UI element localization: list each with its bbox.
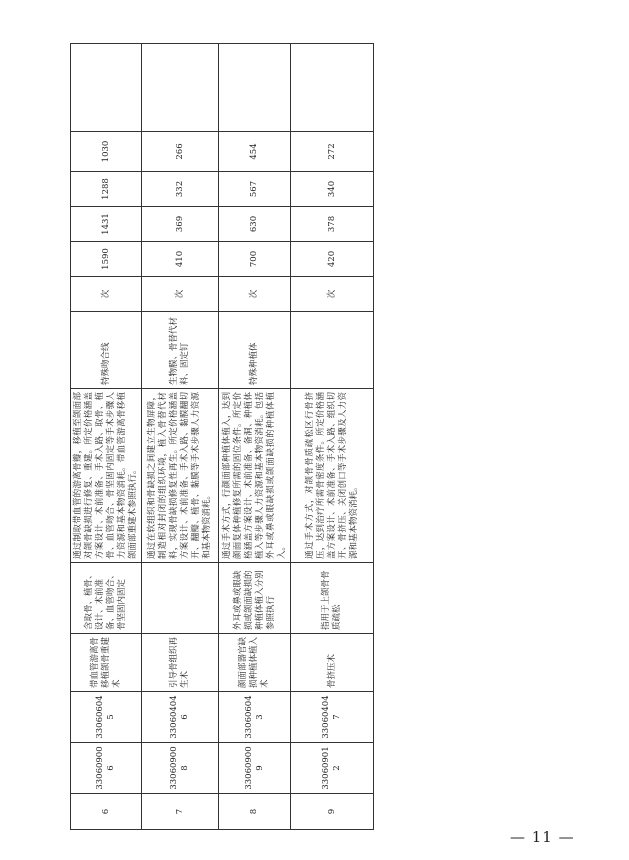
col-price-1: 700 <box>219 242 291 277</box>
col-excluded <box>291 312 374 389</box>
col-excluded: 特殊种植体 <box>219 312 291 389</box>
col-item-name: 引导骨组织再生术 <box>142 634 219 692</box>
col-item-name: 骨挤压术 <box>291 634 374 692</box>
col-item-content: 外耳或鼻或眼缺损或颌面缺损的种植体植入分别参照执行 <box>219 563 291 634</box>
col-unit: 次 <box>142 277 219 312</box>
col-price-3: 567 <box>219 172 291 207</box>
col-unit: 次 <box>71 277 142 312</box>
col-code-2: 330604047 <box>291 692 374 743</box>
col-code-1: 330609006 <box>71 743 142 794</box>
col-item-content: 含取骨、植骨、设计、术前准备、血管吻合、骨坚固内固定 <box>71 563 142 634</box>
col-index: 9 <box>291 794 374 830</box>
col-code-1: 330609009 <box>219 743 291 794</box>
col-price-1: 410 <box>142 242 219 277</box>
col-code-2: 330606043 <box>219 692 291 743</box>
col-price-2: 378 <box>291 207 374 242</box>
col-remarks <box>291 44 374 132</box>
col-price-2: 369 <box>142 207 219 242</box>
col-item-name: 颜面部器官缺损种植体植入术 <box>219 634 291 692</box>
col-price-3: 332 <box>142 172 219 207</box>
col-code-2: 330604046 <box>142 692 219 743</box>
col-price-3: 1288 <box>71 172 142 207</box>
col-price-4: 266 <box>142 132 219 172</box>
col-index: 6 <box>71 794 142 830</box>
col-remarks <box>219 44 291 132</box>
col-price-1: 420 <box>291 242 374 277</box>
col-item-content <box>142 563 219 634</box>
col-unit: 次 <box>219 277 291 312</box>
col-remarks <box>71 44 142 132</box>
col-item-name: 带血管游离骨移植颌骨重建术 <box>71 634 142 692</box>
col-index: 8 <box>219 794 291 830</box>
col-index: 7 <box>142 794 219 830</box>
col-item-content: 指用于上颌骨骨质疏松 <box>291 563 374 634</box>
pricing-table <box>70 43 374 830</box>
table-row <box>71 44 142 830</box>
col-remarks <box>142 44 219 132</box>
page-number: — 11 — <box>510 828 575 846</box>
col-price-2: 1431 <box>71 207 142 242</box>
col-description: 通过手术方式，对颌骨骨质疏松区行骨挤压，达到治疗所需骨密度条件。所定价格涵盖方案设计、术前准备、手术入路、组织切开、骨挤压、关闭创口等手术步骤及人力资源和基本物资消耗。 <box>291 389 374 563</box>
col-unit: 次 <box>291 277 374 312</box>
col-code-1: 330609008 <box>142 743 219 794</box>
col-price-3: 340 <box>291 172 374 207</box>
col-price-4: 1030 <box>71 132 142 172</box>
col-excluded: 特殊吻合线 <box>71 312 142 389</box>
col-description: 通过手术方式，行颜面部种植体植入，达到颜面复体种植修复所需的固位条件。所定价格涵盖方案设计、术前准备、备洞、种植体植入等步骤人力资源和基本物资消耗。包括外耳或鼻或眼缺损或颌面缺损的种植体植入。 <box>219 389 291 563</box>
table-row <box>219 44 291 830</box>
col-code-2: 330606045 <box>71 692 142 743</box>
col-description: 通过制取带血管的游离骨瓣，移植至颌面部对颌骨缺损进行修复、重建。所定价格涵盖方案设计、术前准备、手术入路、取骨、植骨、血管吻合、骨坚固内固定等手术步骤人力资源和基本物资消耗。带血管游离骨移植颌面部重建术参照执行。 <box>71 389 142 563</box>
col-price-1: 1590 <box>71 242 142 277</box>
col-price-2: 630 <box>219 207 291 242</box>
col-price-4: 272 <box>291 132 374 172</box>
col-excluded: 生物膜、骨替代材料、固定钉 <box>142 312 219 389</box>
col-price-4: 454 <box>219 132 291 172</box>
col-description: 通过在软组织和骨缺损之间建立生物屏障，制造相对封闭的组织环境，植入骨替代材料，实现骨缺损修复性再生。所定价格涵盖方案设计、术前准备、手术入路、黏膜翻切开、翻瓣、植骨、黏膜等手术步骤人力资源和基本物资消耗。 <box>142 389 219 563</box>
table-row <box>142 44 219 830</box>
col-code-1: 330609012 <box>291 743 374 794</box>
rotated-table-wrapper <box>70 44 373 830</box>
table-row <box>291 44 374 830</box>
